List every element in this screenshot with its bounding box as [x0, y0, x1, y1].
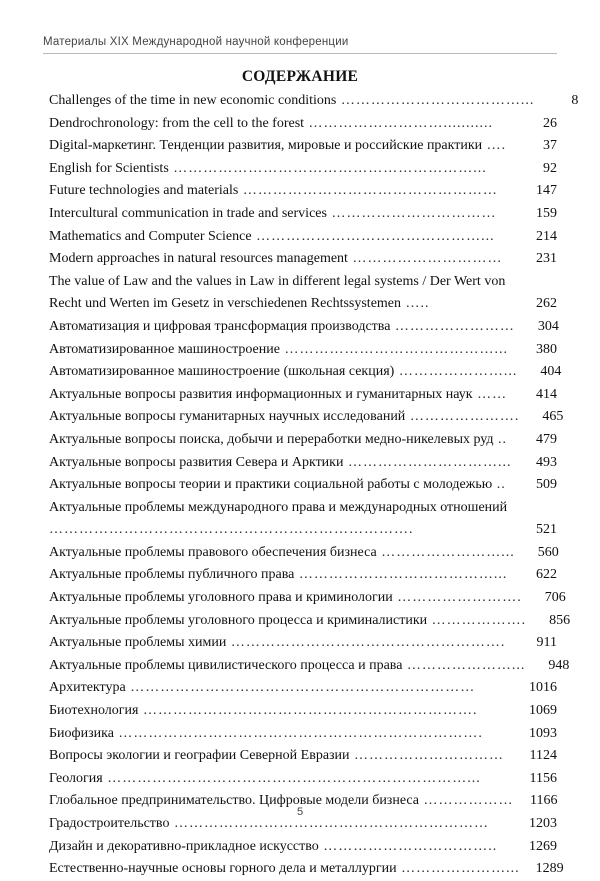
- toc-entry-title: Актуальные проблемы правового обеспечения бизнеса: [49, 544, 377, 560]
- toc-entry-title: Актуальные проблемы международного права и международных отношений: [49, 499, 508, 515]
- toc-entry-title: Вопросы экологии и географии Северной Евразии: [49, 748, 350, 764]
- toc-entry-page: 1016: [529, 680, 557, 696]
- toc-entry[interactable]: [49, 745, 557, 768]
- toc-entry[interactable]: [49, 768, 557, 791]
- toc-entry[interactable]: [49, 700, 557, 723]
- toc-entry-page: 304: [537, 318, 559, 334]
- toc-entry-title: The value of Law and the values in Law in different legal systems / Der Wert von Recht und Werten im Gesetz in verschiedenen Rechtssystemen: [49, 273, 506, 312]
- toc-entry[interactable]: [49, 587, 566, 610]
- toc-entry-title: Градостроительство: [49, 816, 170, 831]
- toc-entry[interactable]: [49, 180, 557, 203]
- toc-entry[interactable]: [49, 203, 557, 226]
- toc-entry-leader: …………………….: [392, 590, 522, 606]
- toc-entry-page: 37: [543, 138, 557, 154]
- toc-entry[interactable]: [49, 226, 557, 249]
- toc-entry-page: 1156: [529, 770, 557, 786]
- toc-entry-page: 856: [549, 612, 571, 628]
- toc-entry[interactable]: [49, 655, 570, 678]
- toc-entry[interactable]: [49, 90, 579, 113]
- toc-entry-leader: ………………………………………………………: [169, 816, 489, 831]
- toc-entry-leader: ……………………………………………: [238, 183, 498, 199]
- toc-entry[interactable]: [49, 406, 564, 429]
- toc-entry-page: 1166: [530, 793, 558, 809]
- toc-entry-leader: …..: [401, 296, 430, 312]
- toc-entry-leader: ……………….: [427, 612, 527, 628]
- toc-entry-leader: ……………………: [390, 318, 515, 334]
- toc-entry-leader: ……………………………………………………………….: [113, 725, 483, 741]
- toc-entry[interactable]: [49, 158, 557, 181]
- toc-entry-page: 493: [536, 454, 557, 470]
- toc-entry[interactable]: [49, 384, 557, 407]
- toc-entry-title: Modern approaches in natural resources management: [49, 251, 348, 267]
- toc-entry-page: 1203: [529, 816, 557, 831]
- toc-entry[interactable]: [49, 429, 557, 452]
- toc-entry-page: 465: [542, 409, 564, 425]
- running-header: Материалы XIX Международной научной конференции: [43, 36, 349, 48]
- toc-entry-title: Глобальное предпринимательство. Цифровые модели бизнеса: [49, 793, 419, 809]
- toc-entry[interactable]: [49, 474, 557, 497]
- toc-entry-leader: ………………….: [405, 409, 520, 425]
- toc-entry-title: Актуальные проблемы публичного права: [49, 567, 295, 583]
- toc-entry-leader: …………………...: [396, 861, 520, 877]
- toc-entry[interactable]: [49, 361, 562, 384]
- toc-entry-leader: …………………………...: [343, 454, 512, 470]
- toc-entry[interactable]: [49, 497, 557, 542]
- toc-entry-page: 622: [536, 567, 557, 583]
- toc-entry-page: 147: [536, 183, 557, 199]
- toc-entry-title: Геология: [49, 770, 103, 786]
- toc-entry-leader: ………………………………...: [336, 93, 535, 108]
- toc-entry-title: Digital-маркетинг. Тенденции развития, мировые и российские практики: [49, 138, 483, 154]
- toc-entry[interactable]: [49, 271, 557, 316]
- toc-entry-page: 706: [544, 590, 566, 606]
- header-rule: [43, 53, 557, 54]
- toc-entry[interactable]: [49, 858, 564, 881]
- toc-entry-title: Intercultural communication in trade and services: [49, 205, 327, 221]
- toc-entry[interactable]: [49, 542, 557, 565]
- toc-entry-page: 1069: [529, 703, 557, 719]
- toc-entry-page: 159: [536, 205, 557, 221]
- toc-entry-page: 231: [536, 251, 557, 267]
- toc-entry-page: 560: [537, 544, 559, 560]
- toc-entry-title: Актуальные проблемы химии: [49, 635, 227, 651]
- toc-entry-leader: ..: [493, 431, 508, 447]
- toc-entry-page: 404: [540, 364, 562, 380]
- toc-entry-leader: ……………………………..: [318, 838, 498, 854]
- toc-entry-leader: ……………………………………………….: [226, 635, 506, 651]
- toc-entry-title: Автоматизированное машиностроение (школьная секция): [49, 364, 395, 380]
- toc-entry[interactable]: [49, 677, 557, 700]
- toc-entry-page: 380: [536, 341, 557, 357]
- toc-entry-title: English for Scientists: [49, 160, 169, 176]
- toc-entry-title: Актуальные вопросы развития Севера и Арктики: [49, 454, 344, 470]
- toc-entry-leader: …………………...: [394, 364, 518, 380]
- toc-entry-title: Актуальные вопросы гуманитарных научных исследований: [49, 409, 406, 425]
- toc-entry-page: 414: [536, 386, 557, 402]
- toc-entry[interactable]: [49, 564, 557, 587]
- toc-entry-title: Актуальные проблемы уголовного права и криминологии: [49, 590, 393, 606]
- toc-entry-leader: ………………………...........: [304, 115, 494, 131]
- toc-entry[interactable]: [49, 632, 557, 655]
- toc-entry-title: Биотехнология: [49, 703, 139, 719]
- toc-entry-leader: ……………………………………………………...: [168, 160, 487, 176]
- toc-entry[interactable]: [49, 836, 557, 859]
- toc-entry[interactable]: [49, 113, 557, 136]
- toc-entry-page: 1093: [529, 725, 557, 741]
- toc-entry-leader: …………………...: [402, 657, 526, 673]
- toc-entry-page: 1289: [535, 861, 564, 877]
- toc-entry-title: Dendrochronology: from the cell to the forest: [49, 115, 305, 131]
- toc-entry-page: 1124: [529, 748, 557, 764]
- toc-entry[interactable]: [49, 452, 557, 475]
- toc-entry-page: 26: [543, 115, 557, 131]
- toc-entry-title: Дизайн и декоративно-прикладное искусство: [49, 838, 319, 854]
- toc-entry-page: 911: [536, 635, 557, 651]
- toc-entry-page: 479: [536, 431, 557, 447]
- toc-entry-leader: …………………………: [347, 251, 503, 267]
- toc-entry-title: Биофизика: [49, 725, 114, 741]
- toc-entry-leader: ….: [482, 138, 507, 154]
- toc-entry[interactable]: [49, 316, 557, 339]
- page-number: 5: [296, 806, 304, 818]
- toc-entry-title: Актуальные вопросы развития информационных и гуманитарных наук: [49, 386, 473, 402]
- toc-entry-leader: …………………………………...: [294, 567, 508, 583]
- toc-entry[interactable]: [49, 723, 557, 746]
- toc-entry-page: 8: [571, 93, 579, 108]
- toc-entry[interactable]: [49, 610, 571, 633]
- toc-entry-title: Автоматизация и цифровая трансформация производства: [49, 318, 391, 334]
- toc-entry-leader: ……: [472, 386, 508, 402]
- toc-entry-page: 214: [536, 228, 557, 244]
- toc-entry-title: Естественно-научные основы горного дела и металлургии: [49, 861, 397, 877]
- toc-entry-leader: ..: [492, 477, 506, 493]
- toc-entry-page: 92: [543, 160, 557, 176]
- toc-entry[interactable]: [49, 339, 557, 362]
- toc-entry-leader: ………………………………………...: [251, 228, 495, 244]
- toc-entry-leader: ……………………………………………………………: [125, 680, 476, 696]
- toc-entry-title: Актуальные вопросы поиска, добычи и переработки медно-никелевых руд: [49, 431, 494, 447]
- toc-entry-title: Mathematics and Computer Science: [49, 228, 252, 244]
- toc-title: СОДЕРЖАНИЕ: [241, 68, 359, 85]
- toc-entry-leader: ………………………………………………………….: [138, 703, 478, 719]
- toc-entry-leader: ……………………...: [376, 544, 515, 560]
- toc-entry[interactable]: [49, 248, 557, 271]
- toc-entry-title: Архитектура: [49, 680, 126, 696]
- toc-entry-page: 509: [536, 477, 557, 493]
- toc-entry-page: 948: [548, 657, 570, 673]
- toc-entry-title: Автоматизированное машиностроение: [49, 341, 280, 357]
- toc-entry-title: Актуальные проблемы цивилистического процесса и права: [49, 657, 403, 673]
- toc-entry-leader: ………………: [419, 793, 514, 809]
- toc-entry-page: 1269: [529, 838, 557, 854]
- toc-entry-title: Актуальные вопросы теории и практики социальной работы с молодежью: [49, 477, 493, 493]
- toc-entry-leader: ……………………………………………………………….: [49, 522, 414, 538]
- toc-entry-page: 262: [536, 296, 557, 312]
- toc-entry-page: 521: [536, 522, 557, 538]
- toc-list: [49, 90, 579, 881]
- toc-entry-title: Challenges of the time in new economic conditions: [49, 93, 337, 108]
- toc-entry-title: Future technologies and materials: [49, 183, 239, 199]
- toc-entry-title: Актуальные проблемы уголовного процесса и криминалистики: [49, 612, 428, 628]
- toc-entry-leader: ……………………………: [326, 205, 497, 221]
- toc-entry-leader: ………………………………………………………………...: [102, 770, 481, 786]
- toc-entry-leader: ……………………………………...: [279, 341, 508, 357]
- toc-entry-leader: …………………………: [349, 748, 505, 764]
- toc-entry[interactable]: [49, 135, 557, 158]
